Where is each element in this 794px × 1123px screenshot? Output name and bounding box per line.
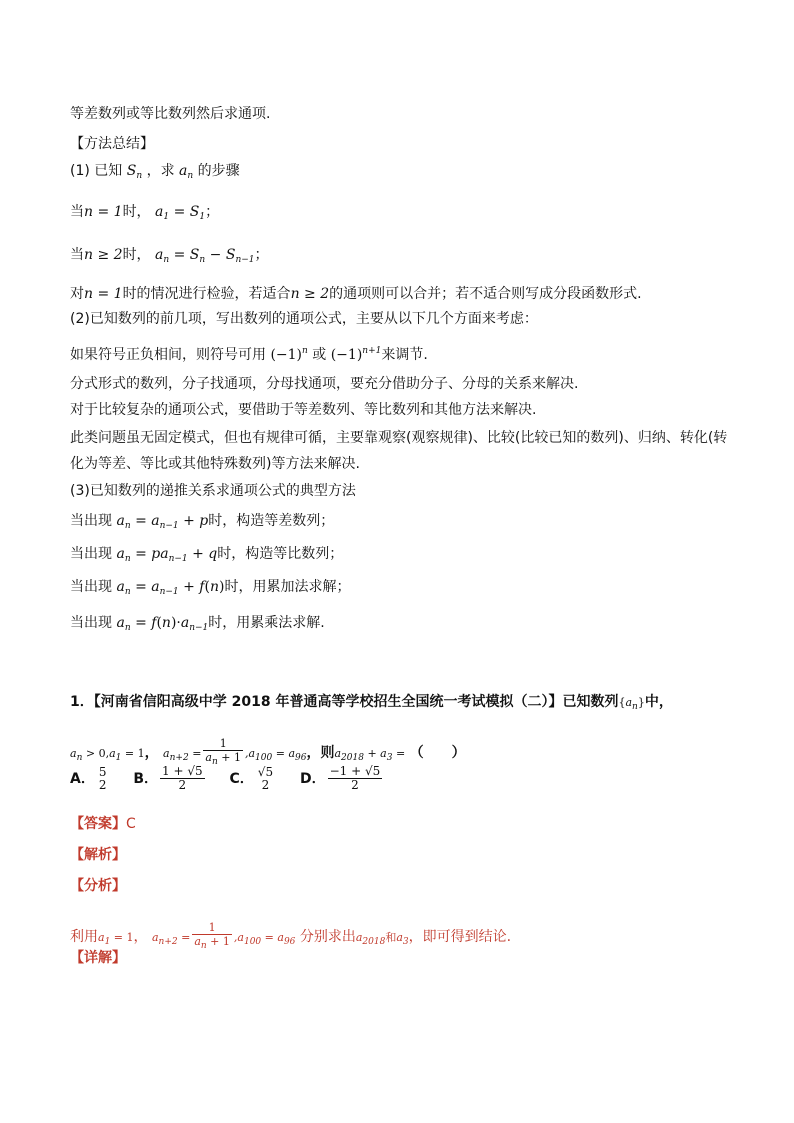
step3-heading: (3)已知数列的递推关系求通项公式的典型方法 xyxy=(70,483,356,499)
step1-case-n2: 当n ≥ 2时， $a_n = S_n - S_{n-1}$； xyxy=(70,247,269,265)
detail-label: 【详解】 xyxy=(70,950,126,966)
math-neg1-pow-n: $(-1)^n$ xyxy=(270,346,308,363)
answer-line xyxy=(70,814,136,834)
math-a1-eq-S1: $a_1 = S_1$ xyxy=(155,204,206,222)
step2-heading: (2)已知数列的前几项，写出数列的通项公式，主要从以下几个方面来考虑： xyxy=(70,311,538,327)
math-Sn: $S_n$ xyxy=(126,163,143,181)
intro-text: 等差数列或等比数列然后求通项. xyxy=(70,106,271,122)
fenxi-label: 【分析】 xyxy=(70,878,126,894)
method-summary-heading: 【方法总结】 xyxy=(70,136,154,152)
answer-label: 【答案】 xyxy=(70,816,126,832)
answer-value: C xyxy=(126,816,136,832)
step3-rule1: 当出现 $a_n = a_{n-1} + p$时，构造等差数列； xyxy=(70,513,335,531)
step2-pattern-line2: 化为等差、等比或其他特殊数列)等方法来解决. xyxy=(70,456,360,472)
step1-case-n1: 当n = 1时， $a_1 = S_1$； xyxy=(70,204,220,222)
math-n-geq-2: n ≥ 2 xyxy=(84,247,123,263)
step3-rule4: 当出现 $a_n = f(n)\cdot a_{n-1}$时，用累乘法求解. xyxy=(70,615,325,633)
step2-complex-line: 对于比较复杂的通项公式，要借助于等差数列、等比数列和其他方法来解决. xyxy=(70,402,537,418)
analysis-text: 利用$a_1 = 1$， $a_{n+2}$ = $\frac{1}{a_n + 1}$ $,a_{100} = a_{96}$ 分别求出$a_{2018}$和$a_3$，即可得到结论. xyxy=(70,921,512,951)
option-b: B． $\frac{1 + √5}{2}$ xyxy=(133,764,203,792)
question-number: 1． xyxy=(70,694,94,710)
step3-rule3: 当出现 $a_n = a_{n-1} + f(n)$时，用累加法求解； xyxy=(70,579,351,597)
math-an: $a_n$ xyxy=(179,163,194,181)
step2-sign: 如果符号正负相间，则符号可用 $(-1)^n$ 或 $(-1)^{n+1}$来调节. xyxy=(70,346,428,363)
question-1-options xyxy=(70,765,384,792)
step1-heading: (1) 已知 $S_n$ ，求 $a_n$ 的步骤 xyxy=(70,163,240,181)
math-n-eq-1: n = 1 xyxy=(84,204,123,220)
math-neg1-pow-n1: $(-1)^{n+1}$ xyxy=(330,346,382,363)
question-source: 【河南省信阳高级中学 2018 年普通高等学校招生全国统一考试模拟（二）】 xyxy=(93,694,563,710)
step3-rule2: 当出现 $a_n = pa_{n-1} + q$时，构造等比数列； xyxy=(70,546,344,564)
analysis-label: 【解析】 xyxy=(70,847,126,863)
step1-check: 对n = 1时的情况进行检验，若适合n ≥ 2的通项则可以合并；若不适合则写成分段函数形式. xyxy=(70,286,642,302)
option-a: A． 5 2 xyxy=(70,764,107,792)
question-1-condition: $a_n > 0,a_1 = 1$， $a_{n+2}$ = $\frac{1}{a_n + 1}$ $,a_{100} = a_{96}$，则$a_{2018} + a_3$ = （ ） xyxy=(70,737,466,767)
intro-line xyxy=(70,104,270,124)
question-1-header: 1．【河南省信阳高级中学 2018 年普通高等学校招生全国统一考试模拟（二）】已知数列$\{a_n\}$中， xyxy=(70,694,673,712)
math-an-eq-Sn-Sn1: $a_n = S_n - S_{n-1}$ xyxy=(155,247,255,265)
step2-pattern-line1: 此类问题虽无固定模式，但也有规律可循，主要靠观察(观察规律)、比较(比较已知的数列)、归纳、转化(转 xyxy=(70,430,728,446)
step2-fraction-line: 分式形式的数列，分子找通项，分母找通项，要充分借助分子、分母的关系来解决. xyxy=(70,376,579,392)
option-c: C． √5 2 xyxy=(229,764,274,792)
option-d: D． $\frac{-1 + √5}{2}$ xyxy=(299,764,381,792)
